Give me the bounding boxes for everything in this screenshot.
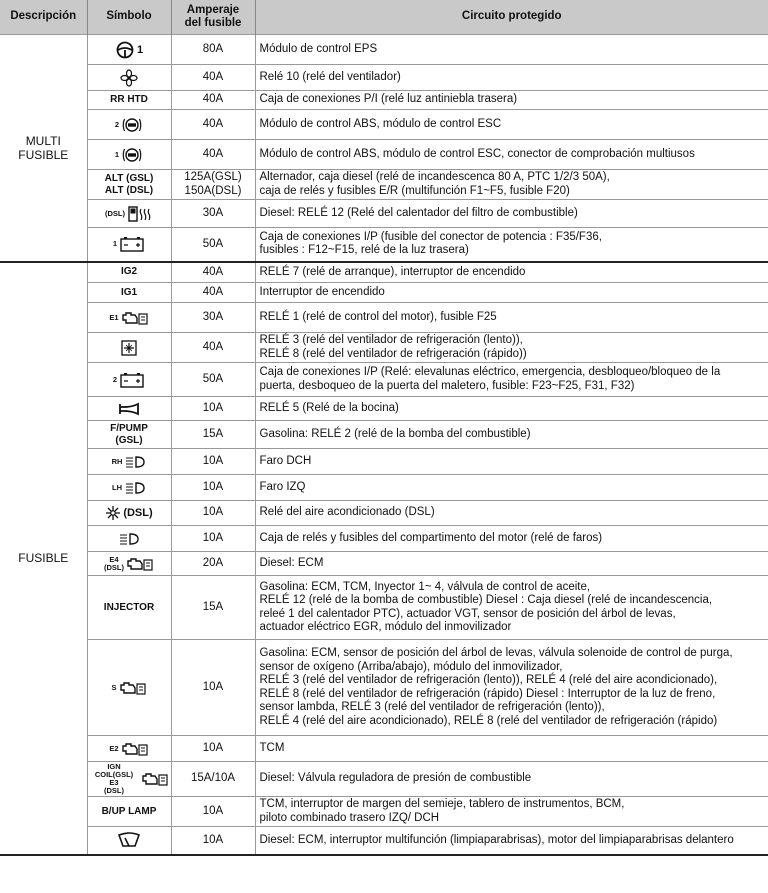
- engine-icon: [121, 741, 149, 757]
- fuse-amperage: 40A: [171, 140, 255, 170]
- fuse-symbol-label: LH: [112, 482, 122, 492]
- protected-circuit: Diesel: ECM: [255, 552, 768, 576]
- protected-circuit: Relé 10 (relé del ventilador): [255, 65, 768, 91]
- fuse-symbol-label: IGN COIL(GSL) E3 (DSL): [94, 762, 134, 795]
- fuse-amperage: 10A: [171, 526, 255, 552]
- fuse-symbol: [87, 303, 171, 333]
- fuse-symbol: [87, 576, 171, 640]
- header-descripcion: Descripción: [0, 0, 87, 35]
- fuse-symbol: [87, 170, 171, 200]
- fuse-symbol-label: E4 (DSL): [104, 554, 124, 572]
- fuse-amperage: 30A: [171, 200, 255, 228]
- fuse-symbol: [87, 640, 171, 736]
- protected-circuit: RELÉ 5 (Relé de la bocina): [255, 397, 768, 421]
- fuse-row: [0, 200, 768, 228]
- protected-circuit: Módulo de control ABS, módulo de control ESC: [255, 110, 768, 140]
- fuse-amperage: 15A: [171, 576, 255, 640]
- fuse-row: [0, 827, 768, 855]
- battery-icon: [119, 236, 145, 252]
- abs-icon: [121, 146, 143, 164]
- protected-circuit: Interruptor de encendido: [255, 283, 768, 303]
- fuse-row: [0, 640, 768, 736]
- coolant-fan-icon: [120, 339, 138, 357]
- battery-icon: [119, 372, 145, 388]
- fuse-amperage: 10A: [171, 736, 255, 762]
- fuse-symbol: [87, 526, 171, 552]
- fuse-amperage: 10A: [171, 449, 255, 475]
- fuse-symbol-label: F/PUMP (GSL): [110, 422, 148, 446]
- fuse-amperage: 40A: [171, 110, 255, 140]
- fuse-symbol-label: IG1: [120, 286, 138, 298]
- fuse-row: [0, 110, 768, 140]
- engine-icon: [141, 771, 169, 787]
- headlamp-icon: [124, 455, 146, 469]
- fuse-row: [0, 552, 768, 576]
- fuse-row: [0, 170, 768, 200]
- fuse-symbol: [87, 333, 171, 363]
- fuse-row: [0, 576, 768, 640]
- fuse-amperage: 30A: [171, 303, 255, 333]
- battery-icon: [119, 236, 145, 252]
- fuse-row: [0, 421, 768, 449]
- abs-icon: [121, 116, 143, 134]
- protected-circuit: RELÉ 1 (relé de control del motor), fusible F25: [255, 303, 768, 333]
- headlamp-icon: [118, 532, 140, 546]
- fuse-symbol-label: ALT (GSL) ALT (DSL): [104, 172, 154, 196]
- engine-icon: [119, 680, 147, 696]
- group-fusible: FUSIBLE: [0, 262, 87, 855]
- fuse-symbol: [87, 552, 171, 576]
- fuse-amperage: 10A: [171, 797, 255, 827]
- fuse-symbol-label: (DSL): [105, 208, 125, 218]
- fuse-symbol-label: E1: [109, 312, 119, 322]
- fuse-amperage: 10A: [171, 827, 255, 855]
- fuse-amperage: 40A: [171, 283, 255, 303]
- ac-icon: [105, 505, 121, 521]
- engine-icon: [121, 310, 149, 326]
- protected-circuit: Faro IZQ: [255, 475, 768, 501]
- protected-circuit: Gasolina: ECM, sensor de posición del árbol de levas, válvula solenoide de control de purga, sensor de oxígeno (Arriba/abajo), módulo del inmovilizador, RELÉ 3 (relé del ventilador de refrigeración (lento)), RELÉ 4 (relé del aire acondicionado), RELÉ 8 (relé del ventilador de refrigeración (rápido) Diesel : Interruptor de la luz de freno, sensor lambda, RELÉ 3 (relé del ventilador de refrigeración (lento)), RELÉ 4 (relé del aire acondicionado), RELÉ 8 (relé del ventilador de refrigeración (rápido): [255, 640, 768, 736]
- fuse-row: [0, 262, 768, 283]
- fuse-symbol: [87, 91, 171, 110]
- fuse-symbol: [87, 228, 171, 262]
- fuse-symbol-label: 2: [112, 374, 118, 384]
- fuse-symbol-label: IG2: [120, 266, 138, 278]
- fuse-row: [0, 501, 768, 526]
- engine-icon: [121, 310, 149, 326]
- fuse-symbol-label: RR HTD: [110, 94, 148, 105]
- fuse-amperage: 10A: [171, 397, 255, 421]
- engine-icon: [121, 741, 149, 757]
- protected-circuit: Caja de conexiones I/P (Relé: elevalunas eléctrico, emergencia, desbloqueo/bloqueo de la puerta, desboqueo de la puerta del maletero, fusible: F23~F25, F31, F32): [255, 363, 768, 397]
- engine-icon: [126, 556, 154, 572]
- wiper-icon: [117, 832, 141, 848]
- fuse-row: [0, 797, 768, 827]
- fuse-symbol-label: 1: [112, 239, 118, 249]
- fuse-amperage: 20A: [171, 552, 255, 576]
- steering-wheel-icon: [115, 41, 135, 59]
- fuse-row: [0, 449, 768, 475]
- fuse-symbol: [87, 421, 171, 449]
- fuse-symbol: [87, 200, 171, 228]
- horn-icon: [118, 402, 140, 416]
- fuse-symbol-label: 1: [114, 149, 120, 159]
- horn-icon: [118, 402, 140, 416]
- fuse-row: [0, 333, 768, 363]
- fuse-symbol: [87, 762, 171, 797]
- fuse-symbol: [87, 283, 171, 303]
- engine-icon: [119, 680, 147, 696]
- fuel-heater-icon: [127, 205, 153, 223]
- engine-icon: [126, 556, 154, 572]
- protected-circuit: Módulo de control EPS: [255, 35, 768, 65]
- fuse-row: [0, 526, 768, 552]
- fuse-symbol: [87, 363, 171, 397]
- fuse-amperage: 15A/10A: [171, 762, 255, 797]
- engine-icon: [141, 771, 169, 787]
- wiper-icon: [117, 832, 141, 848]
- fuse-amperage: 40A: [171, 333, 255, 363]
- fan-icon: [120, 69, 138, 87]
- fuse-row: [0, 283, 768, 303]
- protected-circuit: Gasolina: RELÉ 2 (relé de la bomba del combustible): [255, 421, 768, 449]
- coolant-fan-icon: [120, 339, 138, 357]
- protected-circuit: TCM: [255, 736, 768, 762]
- fuse-amperage: 40A: [171, 91, 255, 110]
- fuse-amperage: 15A: [171, 421, 255, 449]
- fuse-symbol: [87, 397, 171, 421]
- fuse-symbol: [87, 262, 171, 283]
- fuse-symbol-label: E2: [109, 743, 119, 753]
- abs-icon: [121, 116, 143, 134]
- header-row: [0, 0, 768, 35]
- fuse-symbol: [87, 736, 171, 762]
- protected-circuit: RELÉ 7 (relé de arranque), interruptor de encendido: [255, 262, 768, 283]
- fuse-row: [0, 762, 768, 797]
- fuse-amperage: 80A: [171, 35, 255, 65]
- fuse-amperage: 10A: [171, 475, 255, 501]
- ac-icon: [105, 505, 121, 521]
- fuse-symbol-label: INJECTOR: [103, 601, 155, 613]
- fuse-amperage: 40A: [171, 65, 255, 91]
- headlamp-icon: [124, 481, 146, 495]
- fuse-row: [0, 228, 768, 262]
- fuse-row: [0, 736, 768, 762]
- fuse-row: [0, 140, 768, 170]
- group-multi-fusible: MULTI FUSIBLE: [0, 35, 87, 262]
- fuse-symbol: [87, 827, 171, 855]
- headlamp-icon: [118, 532, 140, 546]
- protected-circuit: Diesel: RELÉ 12 (Relé del calentador del filtro de combustible): [255, 200, 768, 228]
- fuse-symbol: [87, 449, 171, 475]
- fuse-amperage: 50A: [171, 228, 255, 262]
- protected-circuit: Caja de relés y fusibles del compartimento del motor (relé de faros): [255, 526, 768, 552]
- battery-icon: [119, 372, 145, 388]
- headlamp-icon: [124, 481, 146, 495]
- protected-circuit: Faro DCH: [255, 449, 768, 475]
- abs-icon: [121, 146, 143, 164]
- fuse-symbol: [87, 475, 171, 501]
- fuse-symbol-label: 2: [114, 119, 120, 129]
- fuse-row: [0, 35, 768, 65]
- header-simbolo: Símbolo: [87, 0, 171, 35]
- protected-circuit: Caja de conexiones I/P (fusible del conector de potencia : F35/F36, fusibles : F12~F15, relé de la luz trasera): [255, 228, 768, 262]
- fuse-row: [0, 303, 768, 333]
- protected-circuit: RELÉ 3 (relé del ventilador de refrigeración (lento)), RELÉ 8 (relé del ventilador de refrigeración (rápido)): [255, 333, 768, 363]
- headlamp-icon: [124, 455, 146, 469]
- fuse-symbol-label: 1: [136, 43, 144, 56]
- protected-circuit: Diesel: Válvula reguladora de presión de combustible: [255, 762, 768, 797]
- protected-circuit: TCM, interruptor de margen del semieje, tablero de instrumentos, BCM, piloto combinado trasero IZQ/ DCH: [255, 797, 768, 827]
- header-amperaje: Amperaje del fusible: [171, 0, 255, 35]
- fuse-row: [0, 91, 768, 110]
- fuse-amperage: 10A: [171, 501, 255, 526]
- fuse-row: [0, 397, 768, 421]
- fuse-amperage: 10A: [171, 640, 255, 736]
- header-circuito: Circuito protegido: [255, 0, 768, 35]
- protected-circuit: Módulo de control ABS, módulo de control ESC, conector de comprobación multiusos: [255, 140, 768, 170]
- steering-wheel-icon: [115, 41, 135, 59]
- fuse-row: [0, 475, 768, 501]
- fuse-row: [0, 363, 768, 397]
- protected-circuit: Alternador, caja diesel (relé de incandescenca 80 A, PTC 1/2/3 50A), caja de relés y fusibles E/R (multifunción F1~F5, fusible F20): [255, 170, 768, 200]
- protected-circuit: Relé del aire acondicionado (DSL): [255, 501, 768, 526]
- fuse-symbol: [87, 501, 171, 526]
- fan-icon: [120, 69, 138, 87]
- protected-circuit: Diesel: ECM, interruptor multifunción (limpiaparabrisas), motor del limpiaparabrisas delantero: [255, 827, 768, 855]
- fuse-symbol: [87, 35, 171, 65]
- fuse-symbol: [87, 140, 171, 170]
- protected-circuit: Gasolina: ECM, TCM, Inyector 1~ 4, válvula de control de aceite, RELÉ 12 (relé de la bomba de combustible) Diesel : Caja diesel (relé de incandescencia, releé 1 del calentador PTC), actuador VGT, sensor de posición del árbol de levas, actuador eléctrico EGR, módulo del inmovilizador: [255, 576, 768, 640]
- fuse-symbol: [87, 110, 171, 140]
- fuel-heater-icon: [127, 205, 153, 223]
- fuse-symbol: [87, 797, 171, 827]
- protected-circuit: Caja de conexiones P/I (relé luz antiniebla trasera): [255, 91, 768, 110]
- fuse-symbol-label: (DSL): [123, 507, 153, 519]
- fuse-row: [0, 65, 768, 91]
- fuse-amperage: 125A(GSL) 150A(DSL): [171, 170, 255, 200]
- fuse-symbol-label: S: [111, 682, 117, 692]
- fuse-symbol: [87, 65, 171, 91]
- fuse-symbol-label: RH: [111, 456, 123, 466]
- fuse-amperage: 40A: [171, 262, 255, 283]
- fuse-amperage: 50A: [171, 363, 255, 397]
- fuse-symbol-label: B/UP LAMP: [101, 805, 157, 817]
